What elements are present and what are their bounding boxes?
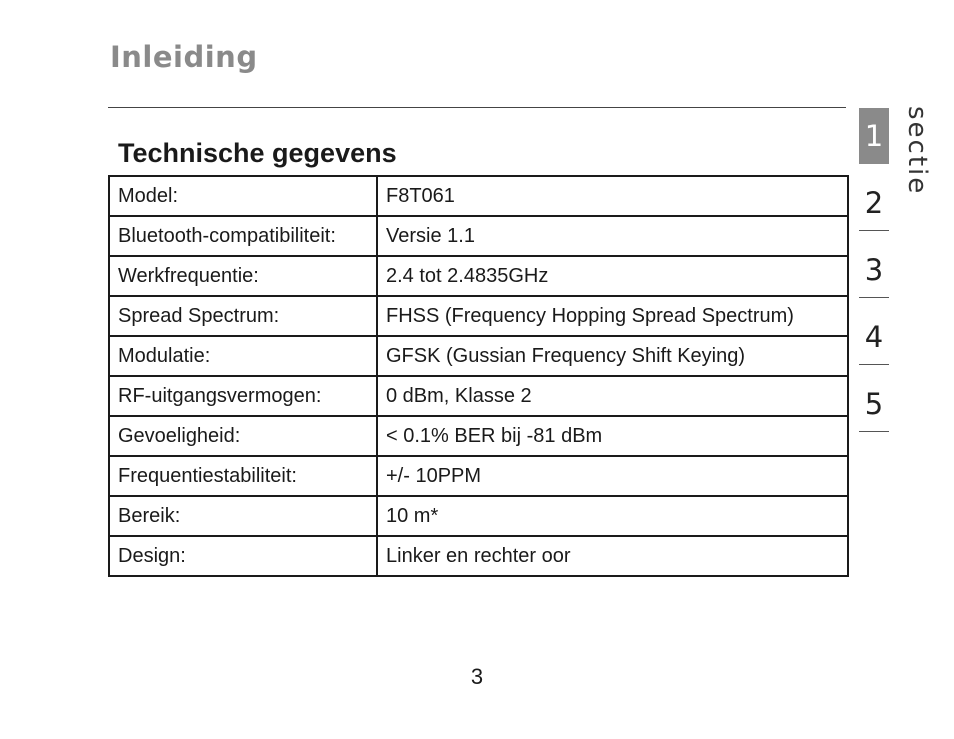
spec-label: Spread Spectrum: — [109, 296, 377, 336]
specs-table — [108, 175, 849, 577]
spec-label: Gevoeligheid: — [109, 416, 377, 456]
spec-label: RF-uitgangsvermogen: — [109, 376, 377, 416]
page-header-title: Inleiding — [110, 40, 258, 74]
spec-label: Design: — [109, 536, 377, 576]
table-row — [109, 176, 848, 216]
section-tab-1[interactable]: 1 — [859, 108, 889, 164]
spec-value: 10 m* — [377, 496, 848, 536]
section-tab-4[interactable]: 4 — [859, 309, 889, 365]
spec-label: Bereik: — [109, 496, 377, 536]
table-row — [109, 376, 848, 416]
spec-label: Bluetooth-compatibiliteit: — [109, 216, 377, 256]
table-row — [109, 336, 848, 376]
spec-label: Werkfrequentie: — [109, 256, 377, 296]
section-title: Technische gegevens — [118, 138, 397, 168]
spec-value: 2.4 tot 2.4835GHz — [377, 256, 848, 296]
spec-value: Versie 1.1 — [377, 216, 848, 256]
table-row — [109, 256, 848, 296]
header-divider — [108, 107, 846, 108]
spec-value: Linker en rechter oor — [377, 536, 848, 576]
spec-value: 0 dBm, Klasse 2 — [377, 376, 848, 416]
table-row — [109, 296, 848, 336]
page-number: 3 — [470, 664, 484, 689]
section-tab-3[interactable]: 3 — [859, 242, 889, 298]
table-row — [109, 496, 848, 536]
spec-value: FHSS (Frequency Hopping Spread Spectrum) — [377, 296, 848, 336]
spec-label: Modulatie: — [109, 336, 377, 376]
spec-value: F8T061 — [377, 176, 848, 216]
spec-label: Frequentiestabiliteit: — [109, 456, 377, 496]
table-row — [109, 416, 848, 456]
table-row — [109, 216, 848, 256]
spec-value: < 0.1% BER bij -81 dBm — [377, 416, 848, 456]
spec-value: GFSK (Gussian Frequency Shift Keying) — [377, 336, 848, 376]
table-row — [109, 536, 848, 576]
spec-label: Model: — [109, 176, 377, 216]
section-tab-5[interactable]: 5 — [859, 376, 889, 432]
table-row — [109, 456, 848, 496]
section-tab-2[interactable]: 2 — [859, 175, 889, 231]
section-nav — [859, 108, 889, 443]
spec-value: +/- 10PPM — [377, 456, 848, 496]
section-side-label: sectie — [902, 106, 932, 196]
